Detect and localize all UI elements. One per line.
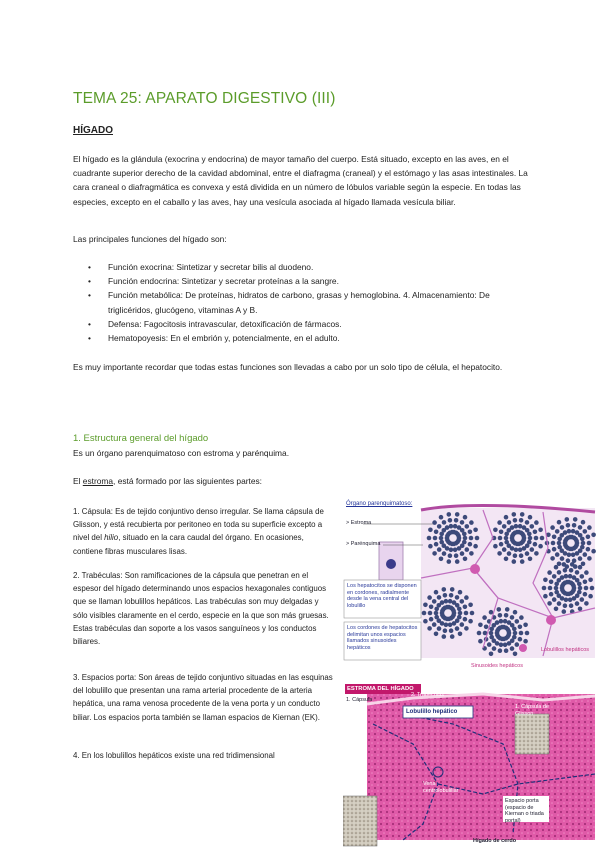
hepatocyte-dot — [569, 568, 574, 573]
hepatocyte-dot — [515, 619, 520, 624]
label-trabeculas: 2. Trabéculas — [411, 692, 445, 698]
hepatocyte-dot — [583, 529, 588, 534]
list-item: • Función exocrina: Sintetizar y secretar bilis al duodeno. — [88, 260, 528, 274]
hepatocyte-dot — [434, 590, 439, 595]
hepatocyte-dot — [449, 593, 454, 598]
hepatocyte-dot — [554, 565, 559, 570]
hepatocyte-dot — [458, 611, 463, 616]
hepatocyte-dot — [442, 551, 447, 556]
hepatocyte-dot — [528, 557, 533, 562]
hepatocyte-dot — [489, 635, 494, 640]
hepatocyte-dot — [504, 536, 509, 541]
hepatocyte-dot — [475, 536, 480, 541]
note-cordones: Los hepatocitos se disponen en cordones, radialmente desde la vena central del lobulillo — [347, 583, 417, 609]
hepatocyte-dot — [538, 528, 543, 533]
hepatocyte-dot — [540, 536, 545, 541]
hepatocyte-dot — [448, 518, 453, 523]
hepatocyte-dot — [502, 547, 507, 552]
hepatocyte-dot — [572, 523, 577, 528]
intro-paragraph: El hígado es la glándula (exocrina y endocrina) de mayor tamaño del cuerpo. Está situado, excepto en las aves, en el cuadrante superior derecho de la cavidad abdominal, entre el diafragma (craneal) y el estómago y las asas intestinales. La cara craneal o diafragmática es convexa y está dividida en un número de lóbulos variable según la especie. En todas las especies, excepto en el caballo y las aves, hay una vesícula asociada al hígado llamada vesícula biliar. — [73, 154, 528, 207]
hepatocyte-dot — [460, 622, 465, 627]
hepatocyte-dot — [468, 603, 473, 608]
stroma-histology-figure — [343, 684, 597, 848]
hepatocyte-dot — [423, 619, 428, 624]
label-parenquima: > Parénquima — [346, 541, 381, 547]
hepatocyte-dot — [555, 529, 560, 534]
hepatocyte-dot — [439, 515, 444, 520]
functions-intro: Las principales funciones del hígado son: — [73, 234, 227, 244]
hepatocyte-dot — [560, 525, 565, 530]
hepatocyte-dot — [581, 520, 586, 525]
hepatocyte-dot — [455, 626, 460, 631]
hepatocyte-dot — [451, 609, 456, 614]
hepatocyte-dot — [453, 548, 458, 553]
hepatocyte-dot — [564, 574, 569, 579]
hepatocyte-dot — [512, 627, 517, 632]
hepatocyte-dot — [525, 551, 530, 556]
hepatocyte-dot — [468, 530, 473, 535]
hepatocyte-dot — [427, 595, 432, 600]
hepatocyte-dot — [464, 626, 469, 631]
stroma-intro-pre: El — [73, 476, 83, 486]
hepatocyte-dot — [528, 515, 533, 520]
hepatocyte-dot — [456, 534, 461, 539]
figure2-caption: Hígado de cerdo — [473, 838, 517, 844]
hepatocyte-dot — [575, 601, 580, 606]
hepatocyte-dot — [458, 590, 463, 595]
hepatocyte-dot — [499, 530, 504, 535]
label-vena-central: Vena centrolobulillar — [423, 781, 459, 794]
hepatocyte-dot — [469, 520, 474, 525]
item-text-post: , situado en la cara caudal del órgano. En ocasiones, contiene fibras musculares lisas. — [73, 533, 304, 556]
hepatocyte-dot — [447, 512, 452, 517]
hepatocyte-dot — [443, 628, 448, 633]
hepatocyte-dot — [554, 607, 559, 612]
hepatocyte-dot — [573, 517, 578, 522]
hepatocyte-dot — [550, 525, 555, 530]
item-text: 4. En los lobulillos hepáticos existe una red tridimensional — [73, 751, 275, 760]
hepatocyte-dot — [434, 632, 439, 637]
hepatocyte-dot — [548, 586, 553, 591]
hepatocyte-dot — [455, 595, 460, 600]
hepatocyte-dot — [543, 578, 548, 583]
label-estroma-text: Estroma — [350, 520, 372, 526]
hepatocyte-dot — [470, 611, 475, 616]
stroma-intro — [73, 474, 373, 488]
hepatocyte-dot — [588, 578, 593, 583]
hepatocyte-dot — [547, 601, 552, 606]
hepatocyte-dot — [463, 605, 468, 610]
hepatocyte-dot — [560, 556, 565, 561]
hepatocyte-dot — [580, 574, 585, 579]
hepatocyte-dot — [434, 530, 439, 535]
hepatocyte-dot — [587, 541, 592, 546]
hepatocyte-dot — [489, 631, 494, 636]
hepatocyte-dot — [562, 562, 567, 567]
hepatocyte-note: Es muy importante recordar que todas estas funciones son llevadas a cabo por un solo tipo de célula, el hepatocito. — [73, 362, 503, 372]
hepatocyte-dot — [442, 634, 447, 639]
hepatocyte-dot — [444, 599, 449, 604]
hepatocyte-dot — [455, 559, 460, 564]
hepatocyte-dot — [504, 613, 509, 618]
hepatocyte-dot — [489, 652, 494, 657]
hepatocyte-dot — [549, 592, 554, 597]
hepatocyte-dot — [437, 595, 442, 600]
hepatocyte-dot — [434, 615, 439, 620]
hepatocyte-dot — [457, 607, 462, 612]
hepatocyte-dot — [578, 565, 583, 570]
hepatocyte-dot — [552, 597, 557, 602]
hepatocyte-dot — [557, 601, 562, 606]
hepatocyte-dot — [534, 520, 539, 525]
hepatocyte-dot — [552, 535, 557, 540]
hepatocyte-dot — [458, 632, 463, 637]
hepatocyte-dot — [463, 557, 468, 562]
hepatocyte-dot — [583, 592, 588, 597]
hepatocyte-dot — [463, 617, 468, 622]
hepatocyte-dot — [571, 584, 576, 589]
stroma-item-capsula — [73, 505, 335, 558]
hepatocyte-dot — [578, 556, 583, 561]
hepatocyte-dot — [568, 598, 573, 603]
hepatocyte-dot — [447, 559, 452, 564]
hepatocyte-dot — [423, 603, 428, 608]
hepatocyte-dot — [520, 559, 525, 564]
hepatocyte-dot — [473, 544, 478, 549]
hepatocyte-dot — [432, 622, 437, 627]
hepatocyte-dot — [519, 631, 524, 636]
hepatocyte-dot — [523, 623, 528, 628]
hepatocyte-dot — [577, 582, 582, 587]
hepatocyte-dot — [586, 535, 591, 540]
hepatocyte-dot — [530, 524, 535, 529]
hepatocyte-dot — [530, 547, 535, 552]
hepatocyte-dot — [464, 595, 469, 600]
hepatocyte-dot — [484, 625, 489, 630]
hepatocyte-dot — [497, 520, 502, 525]
hepatocyte-dot — [550, 556, 555, 561]
label-sinusoides: Sinusoides hepáticos — [471, 663, 523, 669]
hepatocyte-dot — [569, 603, 574, 608]
hepatocyte-dot — [442, 520, 447, 525]
hepatocyte-dot — [448, 623, 453, 628]
hepatocyte-dot — [465, 547, 470, 552]
hepatocyte-dot — [533, 542, 538, 547]
hepatocyte-dot — [443, 593, 448, 598]
hepatocyte-dot — [477, 631, 482, 636]
stroma-item-lobulillos — [73, 749, 335, 762]
hepatocyte-dot — [473, 528, 478, 533]
hepatocyte-dot — [534, 551, 539, 556]
hepatocyte-dot — [574, 539, 579, 544]
hepatocyte-dot — [565, 517, 570, 522]
hepatocyte-dot — [554, 590, 559, 595]
hepatocyte-dot — [460, 520, 465, 525]
section-lead: Es un órgano parenquimatoso con estroma y parénquima. — [73, 448, 290, 458]
hepatocyte-dot — [505, 607, 510, 612]
hepatocyte-dot — [547, 570, 552, 575]
histology-image — [343, 684, 597, 848]
hepatocyte-dot — [498, 648, 503, 653]
hepatocyte-dot — [492, 646, 497, 651]
list-item: • Función endocrina: Sintetizar y secretar proteínas a la sangre. — [88, 274, 528, 288]
page-title: TEMA 25: APARATO DIGESTIVO (III) — [73, 90, 336, 107]
list-item: • Hematopoyesis: En el embrión y, potencialmente, en el adulto. — [88, 331, 528, 345]
hepatocyte-dot — [504, 557, 509, 562]
hepatocyte-dot — [588, 594, 593, 599]
hepatocyte-dot — [538, 544, 543, 549]
hepatocyte-dot — [450, 587, 455, 592]
hepatocyte-dot — [542, 586, 547, 591]
figure2-banner: ESTROMA DEL HÍGADO — [347, 686, 414, 692]
hepatocyte-dot — [587, 525, 592, 530]
hepatocyte-dot — [554, 586, 559, 591]
stroma-item-trabeculas — [73, 569, 335, 648]
hepatocyte-dot — [429, 605, 434, 610]
hepatocyte-dot — [584, 570, 589, 575]
hepatocyte-dot — [563, 568, 568, 573]
hepatocyte-dot — [557, 541, 562, 546]
hepatocyte-dot — [567, 529, 572, 534]
hepatocyte-dot — [460, 551, 465, 556]
hepatocyte-dot — [469, 536, 474, 541]
hepatocyte-dot — [513, 652, 518, 657]
hepatocyte-dot — [454, 553, 459, 558]
hepatocyte-dot — [464, 611, 469, 616]
hepatocyte-dot — [478, 623, 483, 628]
hepatocyte-dot — [557, 545, 562, 550]
hepatocyte-dot — [439, 536, 444, 541]
item-text: 1. Cápsula: Es de tejido conjuntivo denso irregular. Se llama cápsula de Glisson, y está recubierta por peritoneo en toda su superficie excepto a nivel del — [73, 507, 324, 543]
hepatocyte-dot — [429, 617, 434, 622]
hepatocyte-dot — [512, 559, 517, 564]
hepatocyte-dot — [562, 609, 567, 614]
hepatocyte-dot — [434, 611, 439, 616]
hepatocyte-dot — [482, 615, 487, 620]
hepatocyte-dot — [455, 512, 460, 517]
hepatocyte-dot — [513, 631, 518, 636]
hepatocyte-dot — [434, 542, 439, 547]
hepatocyte-dot — [428, 544, 433, 549]
hepatocyte-dot — [575, 570, 580, 575]
hepatocyte-dot — [489, 610, 494, 615]
hepatocyte-dot — [465, 524, 470, 529]
label-estroma: > Estroma — [346, 520, 372, 526]
hepatocyte-dot — [499, 619, 504, 624]
hepatocyte-dot — [449, 524, 454, 529]
hepatocyte-dot — [563, 603, 568, 608]
label-espacio-porta: Espacio porta (espacio de Kiernan o triada portal) — [505, 798, 544, 824]
hepatocyte-dot — [478, 639, 483, 644]
hepatocyte-dot — [439, 557, 444, 562]
hepatocyte-dot — [521, 534, 526, 539]
hepatocyte-dot — [591, 533, 596, 538]
hepatocyte-dot — [552, 574, 557, 579]
hepatocyte-dot — [507, 551, 512, 556]
hepatocyte-dot — [591, 549, 596, 554]
hepatocyte-dot — [454, 518, 459, 523]
hepatocyte-dot — [534, 536, 539, 541]
hepatocyte-dot — [514, 524, 519, 529]
hepatocyte-dot — [583, 580, 588, 585]
hepatocyte-dot — [583, 552, 588, 557]
label-lobulillos: Lobulillos hepáticos — [541, 647, 590, 653]
hepatocyte-dot — [543, 594, 548, 599]
hepatocyte-dot — [449, 628, 454, 633]
hepatocyte-dot — [557, 570, 562, 575]
hepatocyte-dot — [519, 615, 524, 620]
hepatocyte-dot — [580, 597, 585, 602]
hepatocyte-dot — [432, 551, 437, 556]
hepatocyte-dot — [519, 553, 524, 558]
parenchyma-diagram — [343, 498, 597, 672]
hepatocyte-dot — [510, 615, 515, 620]
note-sinusoides: Los cordones de hepatocitos delimitan unos espacios llamados sinusoides hepáticos — [347, 625, 418, 651]
stroma-word: estroma — [82, 476, 114, 486]
hepatocyte-dot — [463, 536, 468, 541]
hepatocyte-dot — [468, 619, 473, 624]
stroma-item-espacios-porta — [73, 671, 335, 724]
hepatocyte-dot — [498, 613, 503, 618]
hepatocyte-dot — [493, 528, 498, 533]
section-title-higado: HÍGADO — [73, 125, 113, 136]
hepatocyte-dot — [527, 532, 532, 537]
hepatocyte-dot — [570, 562, 575, 567]
hepatocyte-dot — [504, 515, 509, 520]
hepatocyte-dot — [557, 520, 562, 525]
hepatocyte-dot — [504, 540, 509, 545]
hepatocyte-dot — [584, 601, 589, 606]
hepatocyte-dot — [433, 536, 438, 541]
hepatocyte-dot — [498, 536, 503, 541]
hepatocyte-dot — [515, 642, 520, 647]
hepatocyte-dot — [519, 518, 524, 523]
item-italic: hilio — [104, 533, 119, 543]
item-text: 2. Trabéculas: Son ramificaciones de la cápsula que penetran en el espesor del hígado determinando unos espacios hexagonales contiguos que se llaman lobulillos hepáticos. Las trabéculas son muy delgadas y sólo visibles claramente en el cerdo, especie en la que son más gruesas. Estas trabéculas dan soporte a los vasos sanguíneos y los conductos biliares. — [73, 571, 329, 647]
hepatocyte-dot — [504, 648, 509, 653]
hepatocyte-dot — [497, 551, 502, 556]
hepatocyte-dot — [520, 512, 525, 517]
hepatocyte-dot — [518, 548, 523, 553]
hepatocyte-dot — [525, 520, 530, 525]
hepatocyte-dot — [586, 547, 591, 552]
hepatocyte-dot — [584, 586, 589, 591]
figure1-title: Órgano parenquimatoso: — [346, 501, 413, 507]
list-item: • Función metabólica: De proteínas, hidratos de carbono, grasas y hemoglobina. 4. Almacenamiento: De triglicéridos, glucógeno, vitaminas A y B. — [88, 288, 528, 316]
hepatocyte-dot — [427, 536, 432, 541]
hepatocyte-dot — [450, 634, 455, 639]
hepatocyte-dot — [499, 542, 504, 547]
hepatocyte-dot — [513, 518, 518, 523]
hepatocyte-dot — [512, 512, 517, 517]
hepatocyte-dot — [528, 536, 533, 541]
hepatocyte-dot — [518, 637, 523, 642]
hepatocyte-dot — [555, 552, 560, 557]
hepatocyte-dot — [566, 558, 571, 563]
label-lobulillo: Lobulillo hepático — [406, 709, 458, 715]
hepatocyte-dot — [487, 642, 492, 647]
label-capsula: 1. Cápsula — [346, 697, 373, 703]
hepatocyte-dot — [448, 553, 453, 558]
hepatocyte-dot — [428, 611, 433, 616]
hepatocyte-dot — [442, 587, 447, 592]
hepatocyte-dot — [580, 537, 585, 542]
hepatocyte-dot — [566, 523, 571, 528]
section-heading-estructura: 1. Estructura general del hígado — [73, 433, 209, 444]
hepatocyte-dot — [437, 524, 442, 529]
hepatocyte-dot — [513, 610, 518, 615]
item-text: 3. Espacios porta: Son áreas de tejido conjuntivo situadas en las esquinas del lobulillo que presentan una rama arterial procedente de la arteria hepática, una rama venosa procedente de la vena porta y un conducto biliar. Los espacios porta también se llaman espacios de Kiernan (EK). — [73, 673, 333, 722]
label-parenquima-text: Parénquima — [350, 541, 381, 547]
hepatocyte-dot — [551, 541, 556, 546]
hepatocyte-dot — [507, 520, 512, 525]
hepatocyte-dot — [533, 530, 538, 535]
hepatocyte-dot — [463, 515, 468, 520]
hepatocyte-dot — [552, 547, 557, 552]
hepatocyte-dot — [432, 599, 437, 604]
functions-list — [88, 260, 528, 345]
hepatocyte-dot — [518, 625, 523, 630]
hepatocyte-dot — [493, 544, 498, 549]
hepatocyte-dot — [506, 629, 511, 634]
hepatocyte-dot — [590, 586, 595, 591]
hepatocyte-dot — [437, 626, 442, 631]
hepatocyte-dot — [497, 607, 502, 612]
hepatocyte-dot — [549, 580, 554, 585]
hepatocyte-dot — [460, 599, 465, 604]
hepatocyte-dot — [513, 553, 518, 558]
hepatocyte-dot — [437, 547, 442, 552]
hepatocyte-dot — [578, 607, 583, 612]
hepatocyte-dot — [578, 586, 583, 591]
hepatocyte-dot — [462, 532, 467, 537]
hepatocyte-dot — [587, 556, 592, 561]
list-item: • Defensa: Fagocitosis intravascular, detoxificación de fármacos. — [88, 317, 528, 331]
hepatocyte-dot — [469, 551, 474, 556]
hepatocyte-dot — [510, 646, 515, 651]
hepatocyte-dot — [503, 643, 508, 648]
hepatocyte-dot — [581, 541, 586, 546]
stroma-intro-post: , está formado por las siguientes partes: — [113, 476, 263, 486]
hepatocyte-dot — [427, 626, 432, 631]
hepatocyte-dot — [571, 553, 576, 558]
hepatocyte-dot — [468, 542, 473, 547]
hepatocyte-dot — [523, 639, 528, 644]
hepatocyte-dot — [578, 525, 583, 530]
hepatocyte-dot — [422, 611, 427, 616]
hepatocyte-dot — [428, 528, 433, 533]
hepatocyte-dot — [502, 524, 507, 529]
hepatocyte-dot — [439, 540, 444, 545]
hepatocyte-dot — [525, 631, 530, 636]
label-glisson: 1. Cápsula de Glisson — [515, 704, 549, 717]
